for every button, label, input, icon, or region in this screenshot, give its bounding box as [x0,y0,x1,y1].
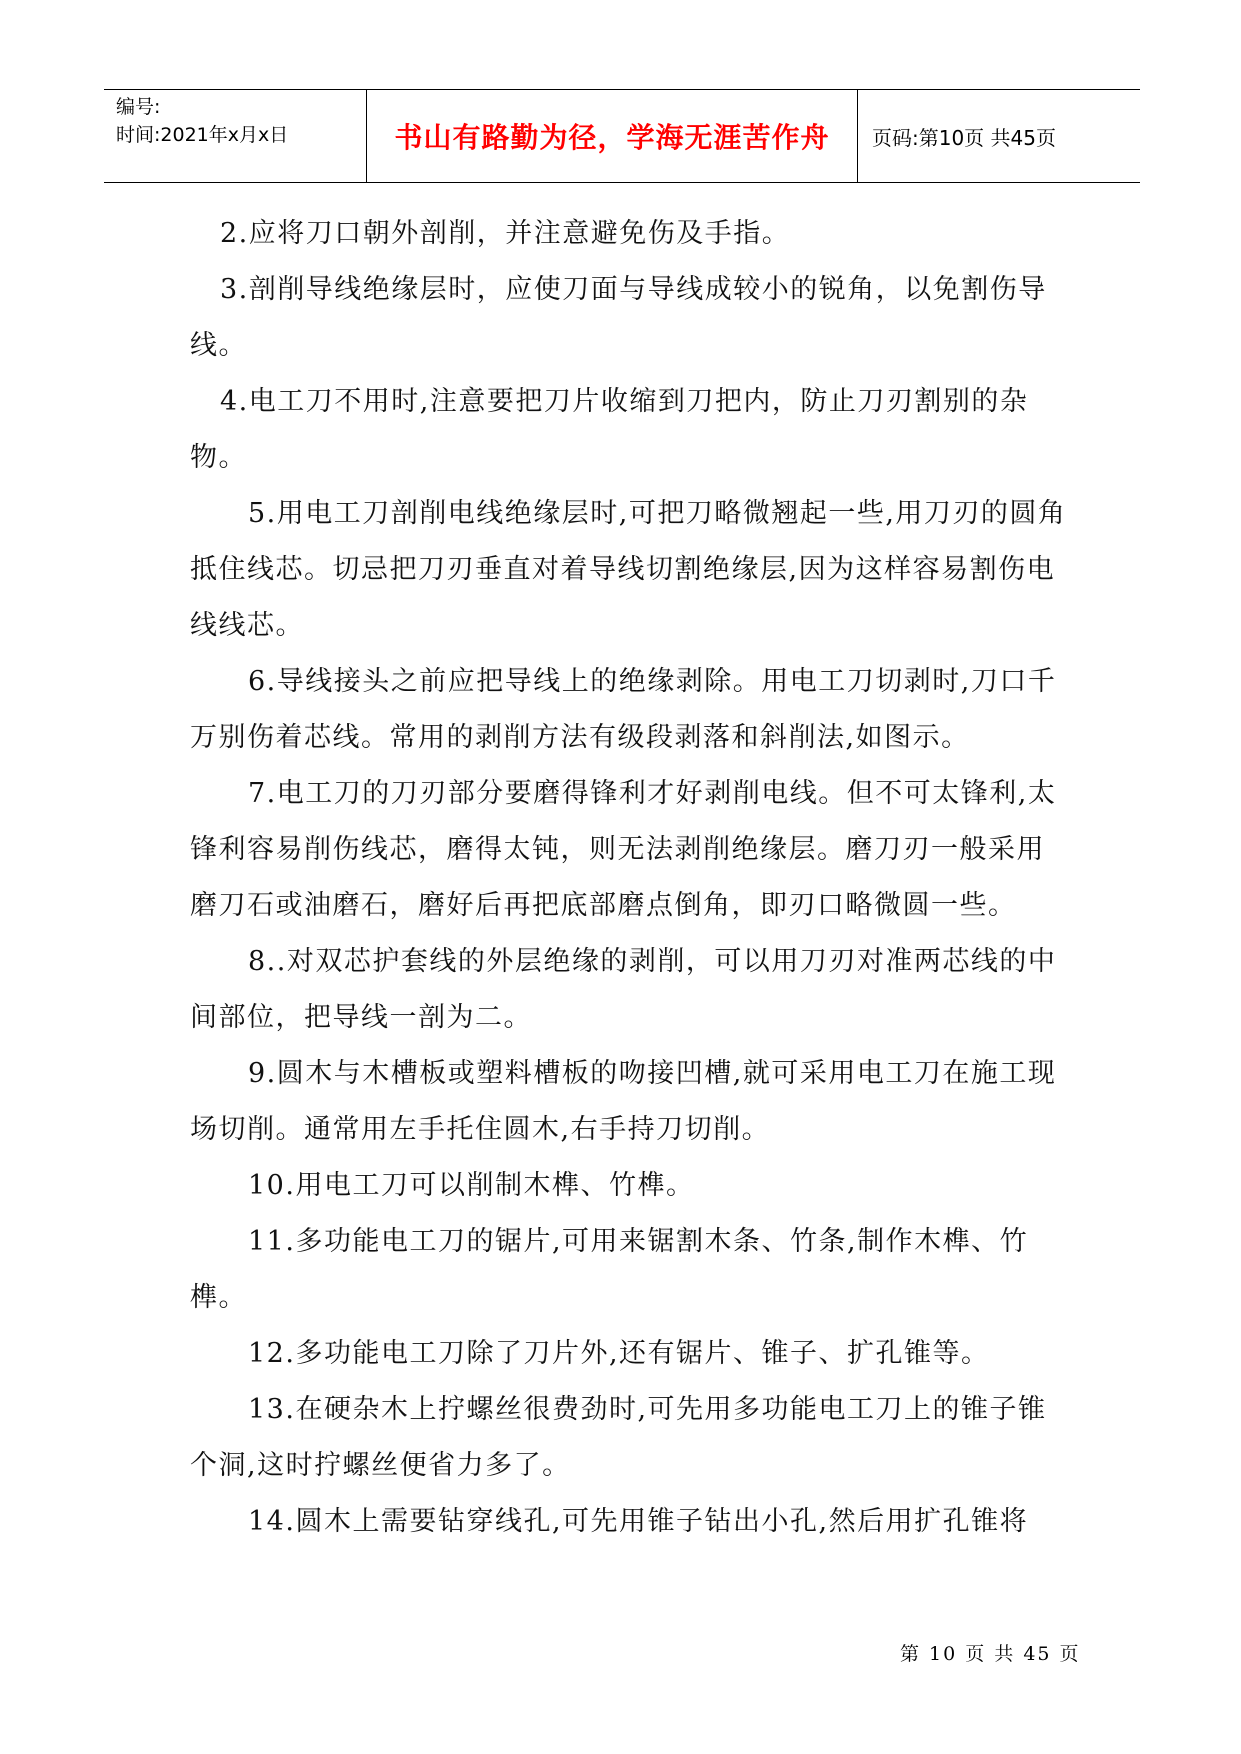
body-paragraph: 14.圆木上需要钻穿线孔,可先用锥子钻出小孔,然后用扩孔锥将 [248,1506,1029,1537]
header-motto: 书山有路勤为径，学海无涯苦作舟 [394,121,830,154]
header-motto-cell [367,90,858,182]
header-page-cell [858,90,1140,182]
body-paragraph: 11.多功能电工刀的锯片,可用来锯割木条、竹条,制作木榫、竹榫。 [190,1226,1029,1313]
body-paragraph: 4.电工刀不用时,注意要把刀片收缩到刀把内，防止刀刃割别的杂物。 [190,386,1029,473]
document-body [190,206,1070,1550]
body-paragraph: 7.电工刀的刀刃部分要磨得锋利才好剥削电线。但不可太锋利,太锋利容易削伤线芯，磨得太钝，则无法剥削绝缘层。磨刀刃一般采用磨刀石或油磨石，磨好后再把底部磨点倒角，即刃口略微圆一些。 [190,778,1057,921]
document-number-label: 编号: [116,96,161,118]
page-header [104,89,1140,183]
body-paragraph: 2.应将刀口朝外剖削，并注意避免伤及手指。 [220,218,791,249]
body-paragraph: 12.多功能电工刀除了刀片外,还有锯片、锥子、扩孔锥等。 [248,1338,990,1369]
body-paragraph: 6.导线接头之前应把导线上的绝缘剥除。用电工刀切剥时,刀口千万别伤着芯线。常用的剥削方法有级段剥落和斜削法,如图示。 [190,666,1057,753]
body-paragraph: 3.剖削导线绝缘层时，应使刀面与导线成较小的锐角，以免割伤导线。 [190,274,1047,361]
header-page-code: 页码:第10页 共45页 [872,125,1056,150]
page-footer [900,1639,1081,1666]
header-info-cell [104,90,367,182]
footer-page-number: 第 10 页 共 45 页 [900,1643,1081,1665]
body-paragraph: 13.在硬杂木上拧螺丝很费劲时,可先用多功能电工刀上的锥子锥个洞,这时拧螺丝便省力多了。 [190,1394,1047,1481]
body-paragraph: 8..对双芯护套线的外层绝缘的剥削，可以用刀刃对准两芯线的中间部位，把导线一剖为二。 [190,946,1057,1033]
body-paragraph: 9.圆木与木槽板或塑料槽板的吻接凹槽,就可采用电工刀在施工现场切削。通常用左手托住圆木,右手持刀切削。 [190,1058,1057,1145]
body-paragraph: 5.用电工刀剖削电线绝缘层时,可把刀略微翘起一些,用刀刃的圆角抵住线芯。切忌把刀刃垂直对着导线切割绝缘层,因为这样容易割伤电线线芯。 [190,498,1067,641]
document-time-label: 时间:2021年x月x日 [116,124,289,146]
body-paragraph: 10.用电工刀可以削制木榫、竹榫。 [248,1170,695,1201]
